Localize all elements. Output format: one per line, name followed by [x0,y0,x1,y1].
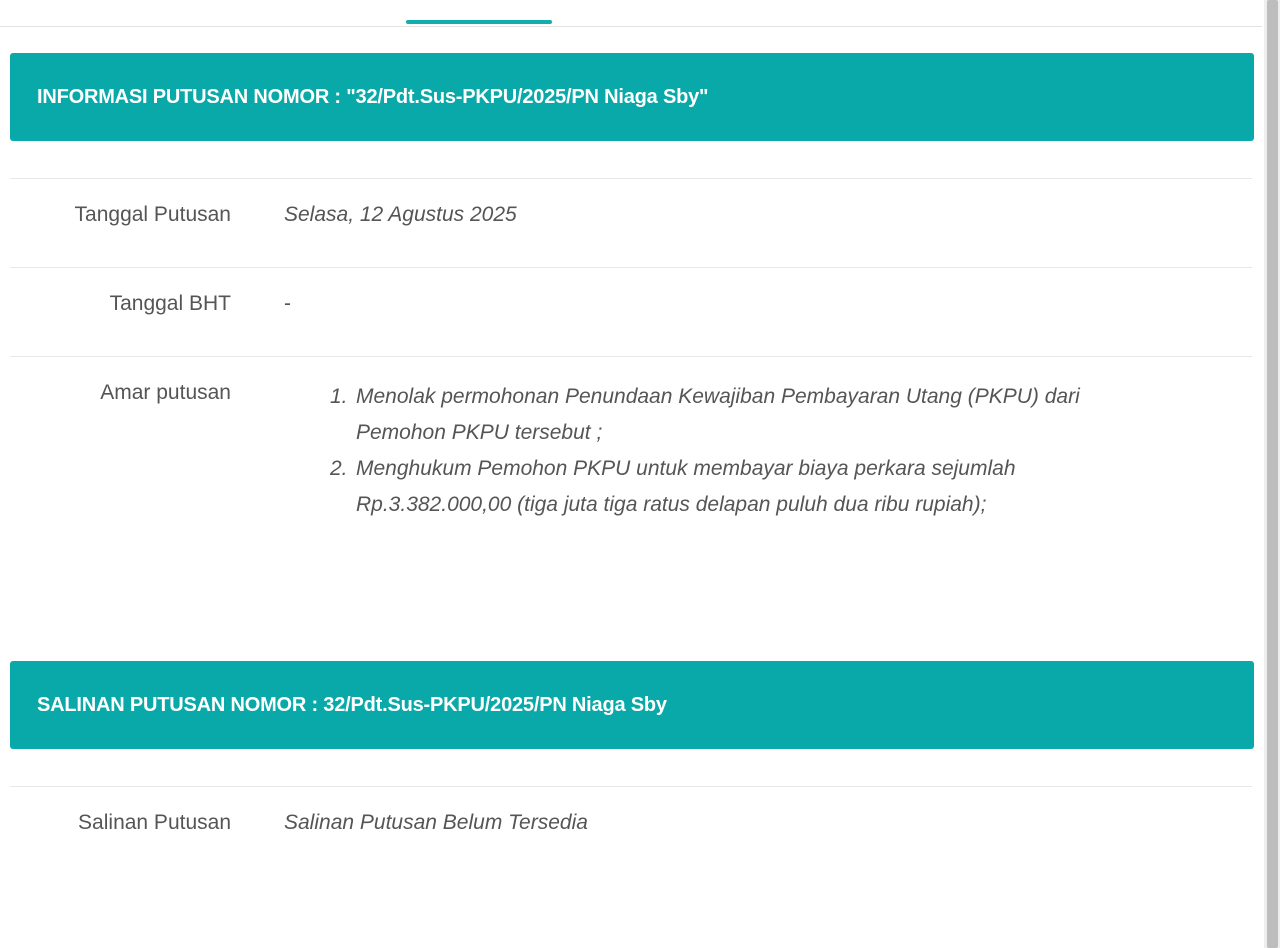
informasi-putusan-title: INFORMASI PUTUSAN NOMOR : "32/Pdt.Sus-PKPU/2025/PN Niaga Sby" [37,85,709,108]
amar-item-2 [330,451,1210,523]
amar-item-number: 2. [330,457,348,480]
row-tanggal-putusan [10,178,1252,268]
active-tab-indicator[interactable] [406,20,552,24]
informasi-putusan-header [10,53,1254,141]
amar-item-line: Menghukum Pemohon PKPU untuk membayar biaya perkara sejumlah [356,457,1016,480]
amar-item-line: Rp.3.382.000,00 (tiga juta tiga ratus delapan puluh dua ribu rupiah); [356,493,987,516]
tanggal-bht-label: Tanggal BHT [109,292,231,315]
tanggal-putusan-label: Tanggal Putusan [74,203,231,226]
row-salinan-putusan [10,786,1252,876]
amar-item-line: Menolak permohonan Penundaan Kewajiban Pembayaran Utang (PKPU) dari [356,385,1080,408]
tanggal-putusan-value: Selasa, 12 Agustus 2025 [284,203,517,226]
salinan-putusan-label: Salinan Putusan [78,811,231,834]
amar-item-number: 1. [330,385,348,408]
amar-putusan-label: Amar putusan [100,381,231,404]
amar-putusan-list [330,379,1210,523]
salinan-putusan-header [10,661,1254,749]
tab-bar [0,0,1262,27]
row-amar-putusan [10,356,1252,557]
amar-item-line: Pemohon PKPU tersebut ; [356,421,603,444]
tanggal-bht-value: - [284,292,291,315]
amar-item-1 [330,379,1210,451]
vertical-scrollbar[interactable] [1264,0,1280,948]
row-tanggal-bht [10,267,1252,357]
salinan-putusan-title: SALINAN PUTUSAN NOMOR : 32/Pdt.Sus-PKPU/2025/PN Niaga Sby [37,693,667,716]
salinan-putusan-value: Salinan Putusan Belum Tersedia [284,811,588,834]
scrollbar-thumb[interactable] [1267,0,1278,948]
